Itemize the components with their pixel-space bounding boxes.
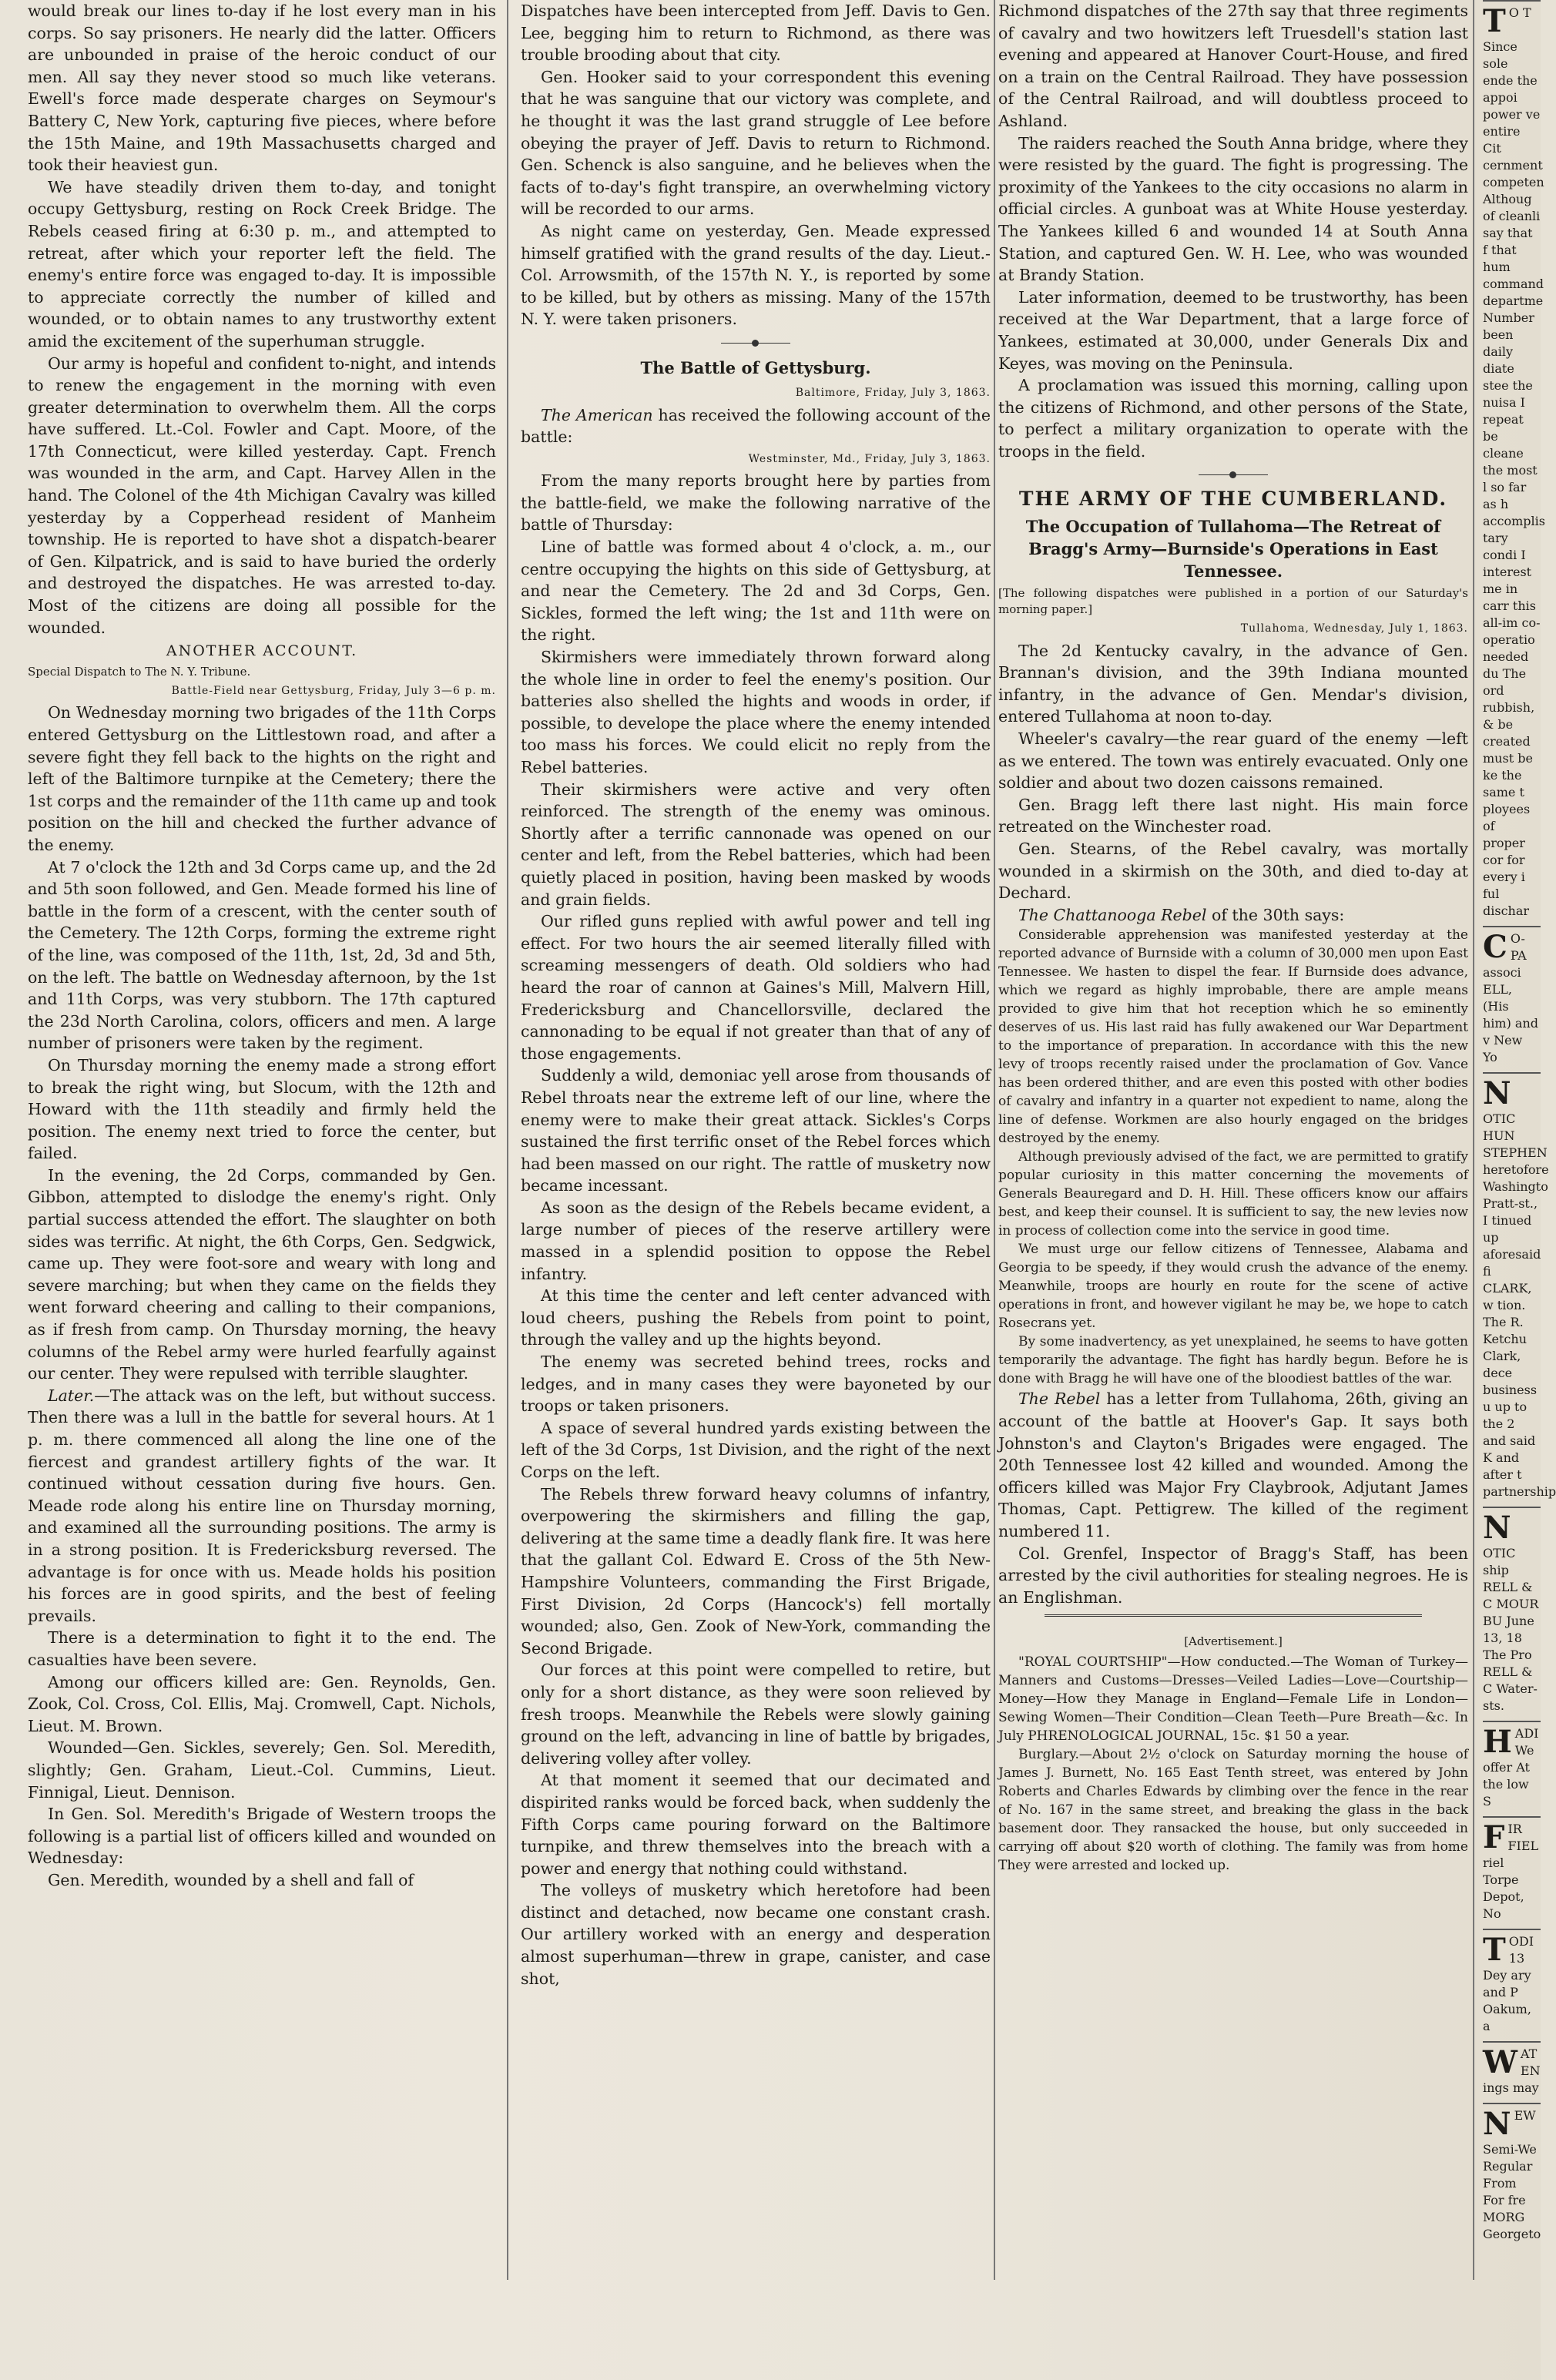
column-1 (28, 0, 496, 2280)
paragraph: Wheeler's cavalry—the rear guard of the enemy —left as we entered. The town was entirely evacuated. Only one soldier and about two dozen caissons remained. (998, 729, 1468, 793)
paragraph: The raiders reached the South Anna bridge, where they were resisted by the guard. The fight is progressing. The proximity of the Yankees to the city occasions no alarm in official circles. A gunboat was at White House yesterday. The Yankees killed 6 and wounded 14 at South Anna Station, and captured Gen. W. H. Lee, who was wounded at Brandy Station. (998, 133, 1468, 285)
dateline: Westminster, Md., Friday, July 3, 1863. (748, 452, 991, 465)
ornament-divider (521, 335, 991, 352)
paragraph: Col. Grenfel, Inspector of Bragg's Staff, has been arrested by the civil authorities for stealing negroes. He is an Englishman. (998, 1544, 1468, 1607)
paragraph: Gen. Stearns, of the Rebel cavalry, was mortally wounded in a skirmish on the 30th, and died to-day at Dechard. (998, 840, 1468, 903)
paragraph: There is a determination to fight it to the end. The casualties have been severe. (28, 1628, 496, 1669)
ad-block (1483, 1816, 1541, 1929)
paragraph: Their skirmishers were active and very often reinforced. The strength of the enemy was ominous. Shortly after a terrific cannonade was opened on our center and left, from the Rebel batteries, which had been quietly placed in position, having been masked by woods and grain fields. (521, 779, 991, 909)
ad-initial: H (1483, 1724, 1512, 1760)
dateline: Battle-Field near Gettysburg, Friday, July 3—6 p. m. (171, 684, 496, 697)
ad-block (1483, 1507, 1541, 1721)
quoted-paragraph: By some inadvertency, as yet unexplained, he seems to have gotten temporarily the advantage. The fight has hardly begun. Before he is done with Bragg he will have one of the bloodiest battles of the war. (998, 1334, 1468, 1387)
later-text: —The attack was on the left, but without success. Then there was a lull in the battle for several hours. At 1 p. m. there commenced all along the line one of the fiercest and grandest artillery fights of the war. It continued without cessation during five hours. Gen. Meade rode along his entire line on Thursday morning, and examined all the surrounding positions. The army is in a strong position. It is Fredericksburg reversed. The advantage is for once with us. Meade holds his position his forces are in good spirits, and the best of feeling prevails. (28, 1386, 496, 1625)
ad-text: OTIC HUN STEPHEN heretofore Washingto Pratt-st., I tinued up aforesaid fi CLARK, w tion. The R. Ketchu Clark, dece business u up to the 2 and said K and after t partnership (1483, 1111, 1556, 1499)
paragraph: Among our officers killed are: Gen. Reynolds, Gen. Zook, Col. Cross, Col. Ellis, Maj. Cromwell, Capt. Nichols, Lieut. M. Brown. (28, 1672, 496, 1735)
ad-text: AT EN ings may (1483, 2046, 1541, 2095)
paragraph: Later information, deemed to be trustworthy, has been received at the War Department, that a large force of Yankees, estimated at 30,000, under Generals Dix and Keyes, was moving on the Peninsula. (998, 287, 1468, 373)
dateline: Baltimore, Friday, July 3, 1863. (795, 386, 991, 399)
paragraph: Line of battle was formed about 4 o'clock, a. m., our centre occupying the hights on this side of Gettysburg, at and near the Cemetery. The 2d and 3d Corps, Gen. Sickles, formed the left wing; the 1st and 11th were on the right. (521, 538, 991, 645)
advertisement-text: "ROYAL COURTSHIP"—How conducted.—The Woman of Turkey—Manners and Customs—Dresses—Veiled Ladies—Love—Courtship—Money—How they Manage in England—Female Life in London—Sewing Women—Their Condition—Clean Teeth—Pure Breath—&c. In July PHRENOLOGICAL JOURNAL, 15c. $1 50 a year. (998, 1654, 1468, 1744)
tullahoma-subheading: The Occupation of Tullahoma—The Retreat of Bragg's Army—Burnside's Operations in East Tennessee. (1025, 517, 1441, 582)
editorial-note: [The following dispatches were published in a portion of our Saturday's morning paper.] (998, 586, 1468, 617)
ad-text: ODI 13 Dey ary and P Oakum, a (1483, 1934, 1534, 2033)
american-text: has received the following account of the battle: (521, 405, 991, 447)
advertisement-label: [Advertisement.] (1184, 1634, 1283, 1649)
paragraph: In the evening, the 2d Corps, commanded by Gen. Gibbon, attempted to dislodge the enemy's right. Only partial success attended the effort. The slaughter on both sides was terrific. At night, the 6th Corps, Gen. Sedgwick, came up. They were foot-sore and weary with long and severe marching; but when they came on the fields they went forward cheering and calling to their companions, as if fresh from camp. On Thursday morning, the heavy columns of the Rebel army were hurled fearfully against our center. They were repulsed with terrible slaughter. (28, 1165, 496, 1383)
column-rule (507, 0, 508, 2280)
column-rule (1473, 0, 1474, 2280)
paragraph: At that moment it seemed that our decimated and dispirited ranks would be forced back, when suddenly the Fifth Corps came pouring forward on the Baltimore turnpike, and threw themselves into the breach with a power and energy that nothing could withstand. (521, 1771, 991, 1878)
quoted-paragraph: We must urge our fellow citizens of Tennessee, Alabama and Georgia to be speedy, if they would crush the advance of the enemy. Meanwhile, troops are hourly en route for the scene of active operations in front, and however vigilant he may be, we hope to catch Rosecrans yet. (998, 1242, 1468, 1332)
paragraph: In Gen. Sol. Meredith's Brigade of Western troops the following is a partial list of officers killed and wounded on Wednesday: (28, 1805, 496, 1868)
ad-block (1483, 1929, 1541, 2041)
chattanooga-label: The Chattanooga Rebel (1018, 905, 1207, 924)
paragraph: Suddenly a wild, demoniac yell arose from thousands of Rebel throats near the extreme left of our line, where the enemy were to make their great attack. Sickles's Corps sustained the first terrific onset of the Rebel forces which had been massed on our right. The rattle of musketry now became incessant. (521, 1066, 991, 1195)
american-paragraph (521, 404, 991, 448)
paragraph: Our army is hopeful and confident to-night, and intends to renew the engagement in the morning with even greater determination to overwhelm them. All the corps have suffered. Lt.-Col. Fowler and Capt. Moore, of the 17th Connecticut, were killed yesterday. Capt. French was wounded in the arm, and Capt. Harvey Allen in the hand. The Colonel of the 4th Michigan Cavalry was killed yesterday by a Copperhead resident of Manheim township. He is reported to have shot a dispatch-bearer of Gen. Kilpatrick, and is said to have buried the orderly and destroyed the dispatches. He was arrested to-day. Most of the citizens are doing all possible for the wounded. (28, 354, 496, 637)
ad-block (1483, 1721, 1541, 1816)
paragraph: Our forces at this point were compelled to retire, but only for a short distance, as they were soon relieved by fresh troops. Meanwhile the Rebels were slowly gaining ground on the left, advancing in line of battle by brigades, delivering volley after volley. (521, 1661, 991, 1768)
ad-block (1483, 926, 1541, 1072)
column-2 (521, 0, 991, 2280)
dateline: Tullahoma, Wednesday, July 1, 1863. (1240, 622, 1468, 635)
section-rule (1045, 1614, 1422, 1627)
paragraph: The enemy was secreted behind trees, rocks and ledges, and in many cases they were bayoneted by our troops or taken prisoners. (521, 1353, 991, 1416)
chattanooga-text: of the 30th says: (1206, 905, 1345, 924)
ad-initial: F (1483, 1819, 1505, 1855)
column-4-ads (1483, 0, 1556, 2280)
battle-of-gettysburg-heading: The Battle of Gettysburg. (640, 357, 871, 377)
ad-text: O-PA associ ELL, (His him) and v New Yo (1483, 931, 1539, 1064)
paragraph: Richmond dispatches of the 27th say that three regiments of cavalry and two howitzers left Truesdell's station last evening and appeared at Hanover Court-House, and fired on a train on the Central Railroad. They have possession of the Central Railroad, and will doubtless proceed to Ashland. (998, 2, 1468, 130)
paragraph: The 2d Kentucky cavalry, in the advance of Gen. Brannan's division, and the 39th Indiana mounted infantry, in the advance of Gen. Mendar's division, entered Tullahoma at noon to-day. (998, 641, 1468, 726)
ornament-divider (998, 467, 1468, 484)
rebel-label: The Rebel (1018, 1389, 1101, 1409)
ad-initial: C (1483, 929, 1507, 965)
paragraph: On Wednesday morning two brigades of the 11th Corps entered Gettysburg on the Littlestown road, and after a severe fight they fell back to the hights on the right and left of the Baltimore turnpike at the Cemetery; there the 1st corps and the remainder of the 11th came up and took position on the hill and checked the further advance of the enemy. (28, 703, 496, 854)
ad-block (1483, 2041, 1541, 2103)
paragraph: A space of several hundred yards existing between the left of the 3d Corps, 1st Division, and the right of the next Corps on the left. (521, 1418, 991, 1481)
american-label: The American (541, 405, 653, 424)
paragraph: Gen. Bragg left there last night. His main force retreated on the Winchester road. (998, 795, 1468, 836)
paragraph: As night came on yesterday, Gen. Meade expressed himself gratified with the grand results of the day. Lieut.-Col. Arrowsmith, of the 157th N. Y., is reported by some to be killed, but by others as missing. Many of the 157th N. Y. were taken prisoners. (521, 221, 991, 329)
paragraph: Wounded—Gen. Sickles, severely; Gen. Sol. Meredith, slightly; Gen. Graham, Lieut.-Col. Cummins, Lieut. Finnigal, Lieut. Dennison. (28, 1738, 496, 1802)
special-dispatch-line: Special Dispatch to The N. Y. Tribune. (28, 664, 251, 679)
burglary-paragraph: Burglary.—About 2½ o'clock on Saturday morning the house of James J. Burnett, No. 165 East Tenth street, was entered by John Roberts and Charles Edwards by climbing over the fence in the rear of No. 167 in the same street, and breaking the glass in the back basement door. They ransacked the house, but only succeeded in carrying off about $20 worth of clothing. The family was from home They were arrested and locked up. (998, 1746, 1468, 1873)
paragraph: The Rebels threw forward heavy columns of infantry, overpowering the skirmishers and filling the gap, delivering at the same time a deadly flank fire. It was here that the gallant Col. Edward E. Cross of the 5th New-Hampshire Volunteers, commanding the First Brigade, First Division, 2d Corps (Hancock's) fell mortally wounded; also, Gen. Zook of New-York, commanding the Second Brigade. (521, 1484, 991, 1658)
paragraph: On Thursday morning the enemy made a strong effort to break the right wing, but Slocum, with the 12th and Howard with the 11th steadily and firmly held the position. The enemy next tried to force the center, but failed. (28, 1055, 496, 1163)
later-label: Later. (48, 1386, 95, 1405)
ad-text: IR FIEL riel Torpe Depot, No (1483, 1822, 1539, 1921)
paragraph: Our rifled guns replied with awful power and tell ing effect. For two hours the air seemed literally filled with screaming messengers of death. Old soldiers who had heard the roar of cannon at Gaines's Mill, Malvern Hill, Fredericksburg and Chancellorsville, declared the cannonading to be equal if not greater than that of any of those engagements. (521, 912, 991, 1063)
ad-text: O T Since sole ende the appoi power ve entire Cit cernment competen Althoug of cleanli say that f that hum command departme Number been daily diate stee the nuisa I repeat be cleane the most l so far as h accomplis tary condi I interest me in carr this all-im co-operatio needed du The ord rubbish, & be created must be ke the same t ployees of proper cor for every i ful dischar (1483, 5, 1545, 918)
chattanooga-paragraph (998, 904, 1468, 927)
paragraph: Skirmishers were immediately thrown forward along the whole line in order to feel the enemy's position. Our batteries also shelled the hights and woods in order, if possible, to develope the place where the enemy intended too mass his forces. We could elicit no reply from the Rebel batteries. (521, 648, 991, 776)
ad-text: EW Semi-We Regular From For fre MORG Georgeto (1483, 2108, 1541, 2241)
column-rule (994, 0, 995, 2280)
quoted-paragraph: Although previously advised of the fact, we are permitted to gratify popular curiosity in this matter concerning the movements of Generals Beauregard and D. H. Hill. These officers know our affairs best, and keep their counsel. It is sufficient to say, the new levies now in process of collection come into the service in good time. (998, 1149, 1468, 1239)
paragraph: As soon as the design of the Rebels became evident, a large number of pieces of the reserve artillery were massed in a splendid position to oppose the Rebel infantry. (521, 1198, 991, 1283)
paragraph: would break our lines to-day if he lost every man in his corps. So say prisoners. He nearly did the latter. Officers are unbounded in praise of the heroic conduct of our men. All say they never stood so much like veterans. Ewell's force made desperate charges on Seymour's Battery C, New York, capturing five pieces, where before the 15th Maine, and 19th Massachusetts charged and took their heaviest gun. (28, 2, 496, 175)
paragraph: A proclamation was issued this morning, calling upon the citizens of Richmond, and other persons of the State, to perfect a military organization to operate with the troops in the field. (998, 376, 1468, 461)
column-3 (998, 0, 1468, 2280)
ad-block (1483, 0, 1545, 926)
paragraph: At 7 o'clock the 12th and 3d Corps came up, and the 2d and 5th soon followed, and Gen. Meade formed his line of battle in the form of a crescent, with the center south of the Cemetery. The 12th Corps, forming the extreme right of the line, was composed of the 11th, 1st, 2d, 3d and 5th, on the left. The battle on Wednesday afternoon, by the 1st and 11th Corps, was very stubborn. The 17th captured the 23d North Carolina, colors, officers and men. A large number of prisoners were taken by the regiment. (28, 857, 496, 1053)
army-of-cumberland-heading: THE ARMY OF THE CUMBERLAND. (1018, 488, 1448, 511)
ad-text: OTIC ship RELL & C MOUR BU June 13, 18 The Pro RELL & C Water-sts. (1483, 1546, 1539, 1713)
paragraph: At this time the center and left center advanced with loud cheers, pushing the Rebels from point to point, through the valley and up the hights beyond. (521, 1286, 991, 1349)
paragraph: The volleys of musketry which heretofore had been distinct and detached, now became one constant crash. Our artillery worked with an energy and desperation almost superhuman—threw in grape, canister, and case shot, (521, 1881, 991, 1988)
another-account-heading: ANOTHER ACCOUNT. (166, 642, 358, 660)
ad-block (1483, 2103, 1541, 2249)
ad-initial: N (1483, 1075, 1511, 1111)
ad-initial: W (1483, 2044, 1517, 2080)
rebel-paragraph (998, 1388, 1468, 1542)
ad-initial: N (1483, 2106, 1511, 2142)
paragraph: Dispatches have been intercepted from Jeff. Davis to Gen. Lee, begging him to return to Richmond, as there was trouble brooding about that city. (521, 2, 991, 65)
later-paragraph (28, 1385, 496, 1627)
ad-text: ADI We offer At the low S (1483, 1726, 1539, 1808)
paragraph: We have steadily driven them to-day, and tonight occupy Gettysburg, resting on Rock Creek Bridge. The Rebels ceased firing at 6:30 p. m., and attempted to retreat, after which your reporter left the field. The enemy's entire force was engaged to-day. It is impossible to appreciate correctly the number of killed and wounded, or to obtain names to any trustworthy extent amid the excitement of the superhuman struggle. (28, 177, 496, 350)
ad-initial: N (1483, 1510, 1511, 1546)
paragraph: From the many reports brought here by parties from the battle-field, we make the following narrative of the battle of Thursday: (521, 471, 991, 535)
rebel-text: has a letter from Tullahoma, 26th, giving an account of the battle at Hoover's Gap. It says both Johnston's and Clayton's Brigades were engaged. The 20th Tennessee lost 42 killed and wounded. Among the officers killed was Major Fry Claybrook, Adjutant James Thomas, Capt. Pettigrew. The killed of the regiment numbered 11. (998, 1389, 1469, 1540)
ad-initial: T (1483, 3, 1506, 39)
ad-initial: T (1483, 1932, 1506, 1968)
ad-block (1483, 1072, 1556, 1507)
quoted-paragraph: Considerable apprehension was manifested yesterday at the reported advance of Burnside with a column of 30,000 men upon East Tennessee. We hasten to dispel the fear. If Burnside does advance, which we regard as highly improbable, there are ample means provided to give him that hot reception which he so eminently deserves of us. His last raid has fully awakened our War Department to the importance of preparation. In accordance with this the new levy of troops recently raised under the proclamation of Gov. Vance has been ordered thither, and are even this posted with other bodies of cavalry and infantry in a quarter not expedient to name, along the line of defense. Workmen are also hourly engaged on the bridges destroyed by the enemy. (998, 927, 1468, 1147)
paragraph: Gen. Hooker said to your correspondent this evening that he was sanguine that our victory was complete, and he thought it was the last grand struggle of Lee before obeying the prayer of Jeff. Davis to return to Richmond. Gen. Schenck is also sanguine, and he believes when the facts of to-day's fight transpire, an overwhelming victory will be recorded to our arms. (521, 67, 991, 219)
paragraph: Gen. Meredith, wounded by a shell and fall of (48, 1870, 414, 1889)
